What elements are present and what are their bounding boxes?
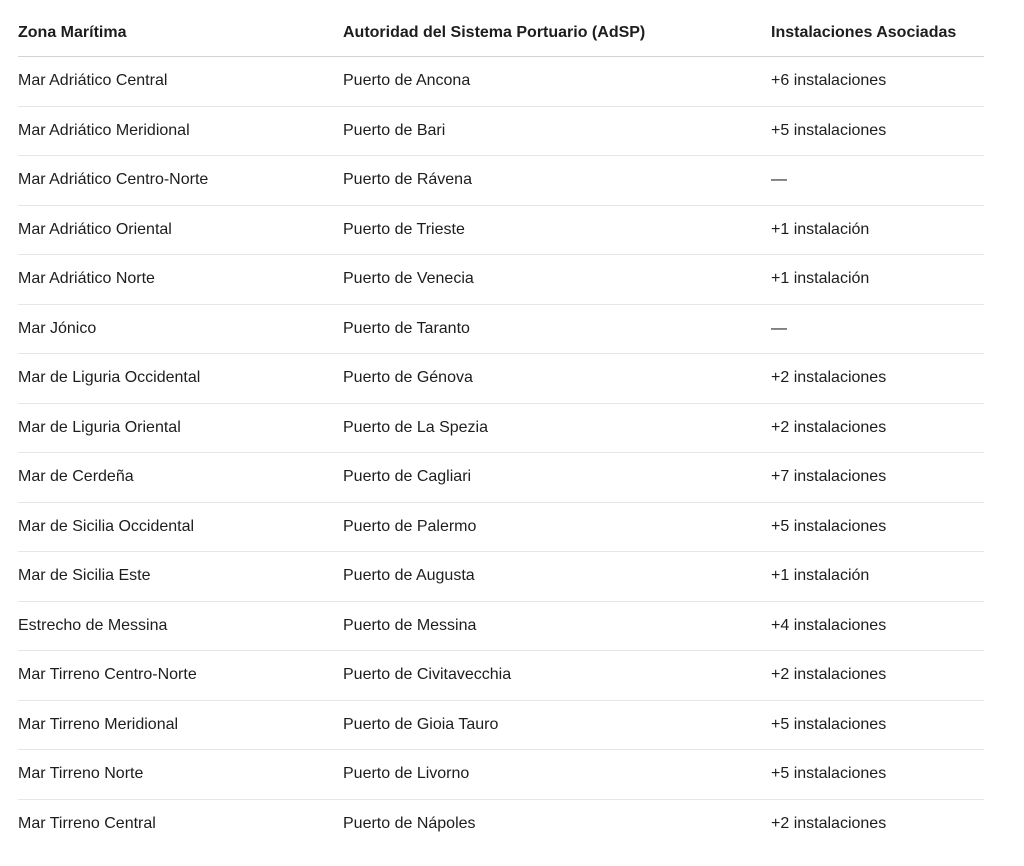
cell-instalaciones: +2 instalaciones — [771, 403, 984, 453]
table-row — [18, 502, 984, 552]
cell-autoridad-portuaria: Puerto de Gioia Tauro — [343, 700, 771, 750]
table-row — [18, 205, 984, 255]
cell-zona-maritima: Mar de Liguria Occidental — [18, 354, 343, 404]
cell-instalaciones: +5 instalaciones — [771, 106, 984, 156]
cell-zona-maritima: Mar Tirreno Central — [18, 814, 156, 832]
table-body — [18, 57, 984, 849]
cell-autoridad-portuaria: Puerto de Nápoles — [343, 814, 476, 832]
table-row — [18, 651, 984, 701]
cell-instalaciones: +2 instalaciones — [771, 814, 887, 832]
table-row — [18, 354, 984, 404]
cell-zona-maritima: Mar de Liguria Oriental — [18, 403, 343, 453]
cell-zona-maritima: Mar Adriático Meridional — [18, 106, 343, 156]
cell-autoridad-portuaria: Puerto de Palermo — [343, 502, 771, 552]
table-row — [18, 156, 984, 206]
cell-instalaciones: +5 instalaciones — [771, 502, 984, 552]
table-row — [18, 799, 984, 848]
cell-autoridad-portuaria: Puerto de Civitavecchia — [343, 651, 771, 701]
cell-instalaciones: — — [771, 304, 984, 354]
cell-zona-maritima: Mar de Cerdeña — [18, 453, 343, 503]
cell-autoridad-portuaria: Puerto de Venecia — [343, 255, 771, 305]
table-row — [18, 453, 984, 503]
table-row — [18, 304, 984, 354]
cell-autoridad-portuaria: Puerto de Cagliari — [343, 453, 771, 503]
table-header — [18, 9, 984, 57]
cell-zona-maritima: Mar de Sicilia Este — [18, 552, 343, 602]
cell-instalaciones: +1 instalación — [771, 205, 984, 255]
cell-zona-maritima: Mar Jónico — [18, 304, 343, 354]
ports-table-container — [18, 9, 984, 848]
table-row — [18, 106, 984, 156]
cell-autoridad-portuaria: Puerto de Génova — [343, 354, 771, 404]
column-header-autoridad-portuaria: Autoridad del Sistema Portuario (AdSP) — [343, 9, 771, 57]
cell-zona-maritima: Mar Tirreno Meridional — [18, 700, 343, 750]
table-row — [18, 57, 984, 107]
cell-zona-maritima: Mar Adriático Centro-Norte — [18, 156, 343, 206]
cell-autoridad-portuaria: Puerto de Taranto — [343, 304, 771, 354]
cell-instalaciones: — — [771, 156, 984, 206]
header-row — [18, 9, 984, 57]
column-header-instalaciones: Instalaciones Asociadas — [771, 9, 984, 57]
cell-instalaciones: +2 instalaciones — [771, 651, 984, 701]
cell-zona-maritima: Mar Tirreno Centro-Norte — [18, 651, 343, 701]
cell-zona-maritima: Mar Tirreno Norte — [18, 750, 343, 800]
cell-instalaciones: +2 instalaciones — [771, 354, 984, 404]
cell-autoridad-portuaria: Puerto de Trieste — [343, 205, 771, 255]
cell-autoridad-portuaria: Puerto de Rávena — [343, 156, 771, 206]
cell-instalaciones: +4 instalaciones — [771, 601, 984, 651]
cell-autoridad-portuaria: Puerto de La Spezia — [343, 403, 771, 453]
cell-zona-maritima: Mar Adriático Norte — [18, 255, 343, 305]
table-row — [18, 601, 984, 651]
table-row — [18, 403, 984, 453]
cell-instalaciones: +6 instalaciones — [771, 57, 984, 107]
cell-instalaciones: +5 instalaciones — [771, 700, 984, 750]
cell-instalaciones: +5 instalaciones — [771, 750, 984, 800]
cell-autoridad-portuaria: Puerto de Livorno — [343, 750, 771, 800]
ports-table — [18, 9, 984, 848]
cell-zona-maritima: Mar de Sicilia Occidental — [18, 502, 343, 552]
cell-autoridad-portuaria: Puerto de Bari — [343, 106, 771, 156]
table-row — [18, 700, 984, 750]
cell-zona-maritima: Mar Adriático Central — [18, 57, 343, 107]
column-header-zona-maritima: Zona Marítima — [18, 9, 343, 57]
cell-zona-maritima: Estrecho de Messina — [18, 601, 343, 651]
cell-autoridad-portuaria: Puerto de Ancona — [343, 57, 771, 107]
table-row — [18, 750, 984, 800]
table-row — [18, 552, 984, 602]
cell-instalaciones: +1 instalación — [771, 552, 984, 602]
table-row — [18, 255, 984, 305]
cell-autoridad-portuaria: Puerto de Messina — [343, 601, 771, 651]
cell-instalaciones: +1 instalación — [771, 255, 984, 305]
cell-zona-maritima: Mar Adriático Oriental — [18, 205, 343, 255]
cell-instalaciones: +7 instalaciones — [771, 453, 984, 503]
cell-autoridad-portuaria: Puerto de Augusta — [343, 552, 771, 602]
